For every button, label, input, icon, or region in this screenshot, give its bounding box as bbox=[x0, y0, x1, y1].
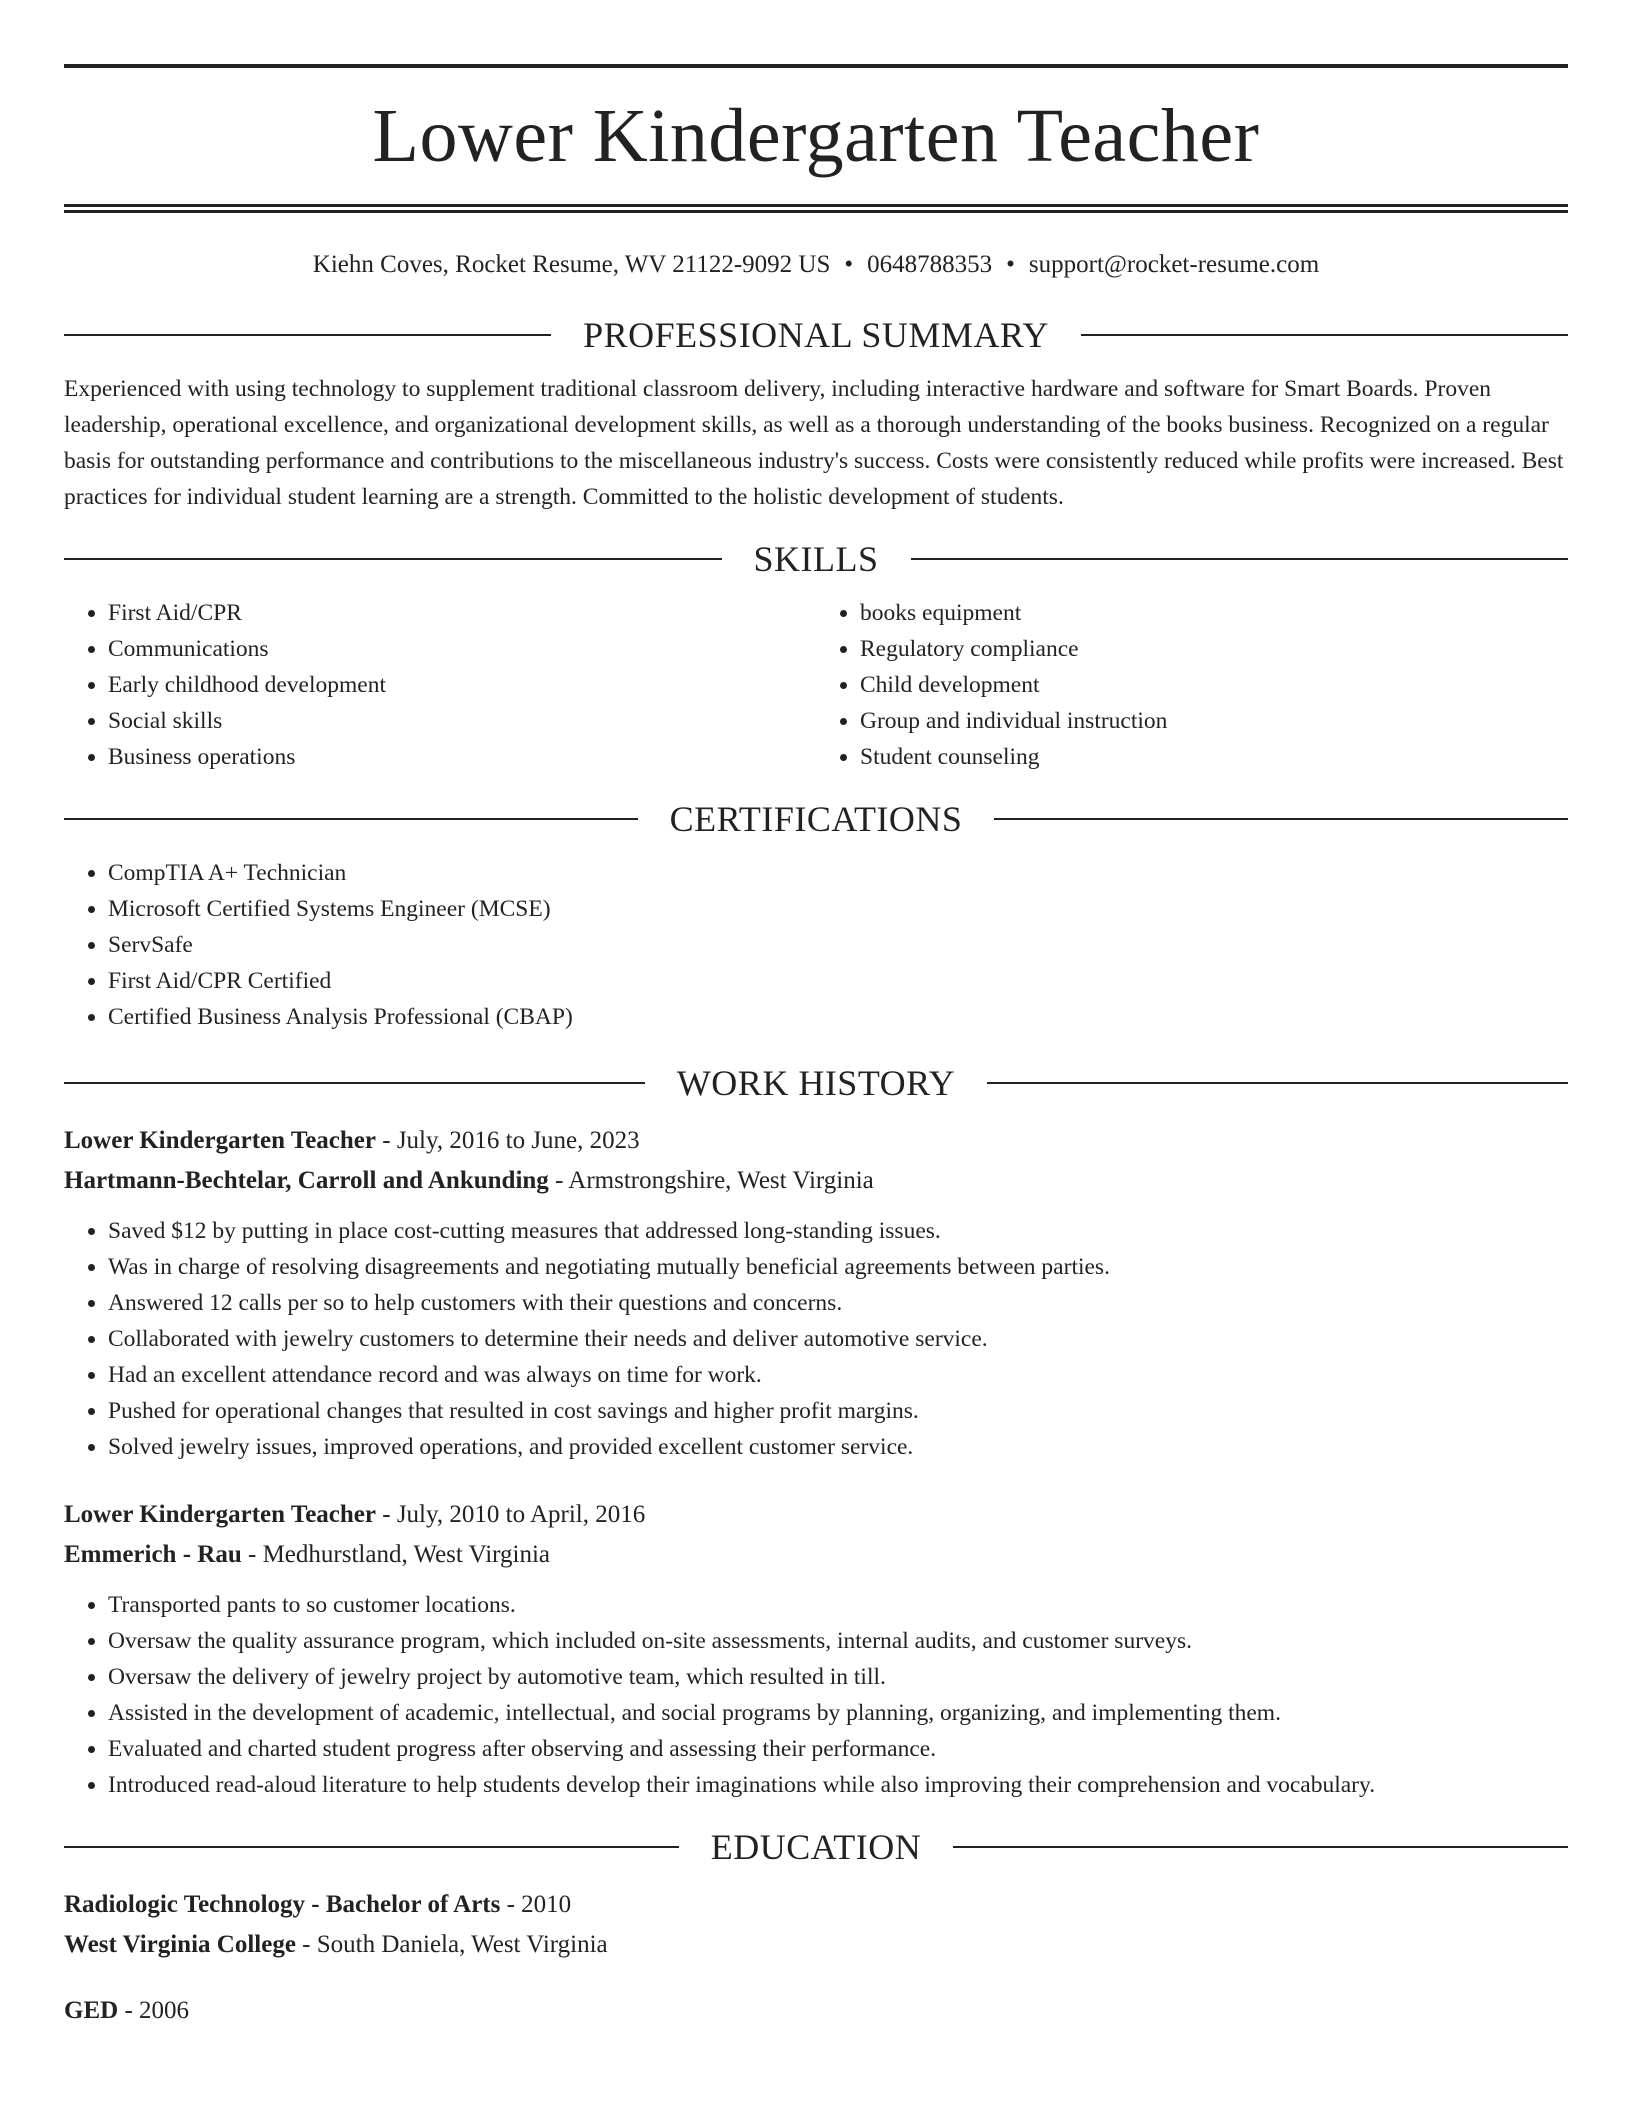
divider-line bbox=[64, 818, 638, 820]
job-title-line bbox=[64, 1495, 1568, 1535]
contact-address: Kiehn Coves, Rocket Resume, WV 21122-9092 US bbox=[312, 251, 831, 278]
job-bullet: • Transported pants to so customer locations. bbox=[108, 1587, 1568, 1623]
section-header-education bbox=[64, 1825, 1568, 1869]
divider-line bbox=[987, 1082, 1568, 1084]
job-bullet: • Oversaw the quality assurance program, which included on-site assessments, internal audits, and customer surveys. bbox=[108, 1623, 1568, 1659]
education-entry bbox=[64, 1885, 1568, 1965]
divider-line bbox=[911, 558, 1569, 560]
job-title: Lower Kindergarten Teacher bbox=[64, 1127, 376, 1154]
skills-list bbox=[64, 595, 1568, 775]
job-bullet: • Oversaw the delivery of jewelry project by automotive team, which resulted in till. bbox=[108, 1659, 1568, 1695]
skill-item: • Business operations bbox=[108, 739, 816, 775]
summary-text: Experienced with using technology to supplement traditional classroom delivery, including interactive hardware and software for Smart Boards. Proven leadership, operational excellence, and organizational development skills, as well as a thorough understanding of the books business. Recognized on a regular basis for outstanding performance and contributions to the miscellaneous industry's success. Costs were consistently reduced while profits were increased. Best practices for individual student learning are a strength. Committed to the holistic development of students. bbox=[64, 376, 1564, 510]
title-double-rule bbox=[64, 204, 1568, 213]
contact-separator: • bbox=[844, 251, 854, 278]
education-year: - 2006 bbox=[118, 1997, 190, 2024]
section-title-skills: SKILLS bbox=[753, 539, 879, 579]
job-bullet: • Answered 12 calls per so to help customers with their questions and concerns. bbox=[108, 1285, 1568, 1321]
top-rule bbox=[64, 64, 1568, 68]
job-dates: - July, 2016 to June, 2023 bbox=[376, 1127, 640, 1154]
contact-phone: 0648788353 bbox=[867, 251, 993, 278]
job-bullet: • Was in charge of resolving disagreements and negotiating mutually beneficial agreements between parties. bbox=[108, 1249, 1568, 1285]
contact-line bbox=[64, 249, 1568, 281]
education-school: West Virginia College bbox=[64, 1931, 296, 1958]
section-title-certifications: CERTIFICATIONS bbox=[669, 799, 963, 839]
job-title: Lower Kindergarten Teacher bbox=[64, 1501, 376, 1528]
certification-item: • Microsoft Certified Systems Engineer (MCSE) bbox=[108, 891, 1568, 927]
divider-line bbox=[64, 1082, 645, 1084]
skill-item: • First Aid/CPR bbox=[108, 595, 816, 631]
job-location: - Armstrongshire, West Virginia bbox=[548, 1167, 874, 1194]
contact-email: support@rocket-resume.com bbox=[1028, 251, 1320, 278]
certification-item: • ServSafe bbox=[108, 927, 1568, 963]
section-header-summary bbox=[64, 313, 1568, 357]
job-bullets bbox=[64, 1213, 1568, 1465]
divider-line bbox=[64, 558, 722, 560]
section-title-work-history: WORK HISTORY bbox=[676, 1063, 956, 1103]
job-bullet: • Solved jewelry issues, improved operations, and provided excellent customer service. bbox=[108, 1429, 1568, 1465]
education-degree-line bbox=[64, 1991, 1568, 2031]
skill-item: • Child development bbox=[860, 667, 1568, 703]
skill-item: • Communications bbox=[108, 631, 816, 667]
resume-page bbox=[64, 64, 1568, 2031]
skill-item: • Group and individual instruction bbox=[860, 703, 1568, 739]
education-entry bbox=[64, 1991, 1568, 2031]
education-location: - South Daniela, West Virginia bbox=[295, 1931, 608, 1958]
skill-item: • Early childhood development bbox=[108, 667, 816, 703]
section-header-skills bbox=[64, 537, 1568, 581]
skills-column-left bbox=[64, 595, 816, 775]
skill-item: • Regulatory compliance bbox=[860, 631, 1568, 667]
divider-line bbox=[64, 1846, 679, 1848]
job-bullet: • Evaluated and charted student progress after observing and assessing their performance. bbox=[108, 1731, 1568, 1767]
education-degree: Radiologic Technology - Bachelor of Arts bbox=[64, 1891, 501, 1918]
skill-item: • Social skills bbox=[108, 703, 816, 739]
job-bullet: • Collaborated with jewelry customers to determine their needs and deliver automotive service. bbox=[108, 1321, 1568, 1357]
job-company: Emmerich - Rau bbox=[64, 1541, 242, 1568]
divider-line bbox=[64, 334, 551, 336]
divider-line bbox=[953, 1846, 1568, 1848]
job-bullet: • Saved $12 by putting in place cost-cutting measures that addressed long-standing issues. bbox=[108, 1213, 1568, 1249]
job-location: - Medhurstland, West Virginia bbox=[241, 1541, 551, 1568]
section-title-education: EDUCATION bbox=[710, 1827, 922, 1867]
job-bullet: • Assisted in the development of academic, intellectual, and social programs by planning, organizing, and implementing them. bbox=[108, 1695, 1568, 1731]
certifications-list bbox=[64, 855, 1568, 1035]
job-bullets bbox=[64, 1587, 1568, 1803]
skills-column-right bbox=[816, 595, 1568, 775]
skill-item: • books equipment bbox=[860, 595, 1568, 631]
divider-line bbox=[994, 818, 1568, 820]
job-bullet: • Pushed for operational changes that resulted in cost savings and higher profit margins. bbox=[108, 1393, 1568, 1429]
section-title-summary: PROFESSIONAL SUMMARY bbox=[583, 315, 1049, 355]
job-company: Hartmann-Bechtelar, Carroll and Ankunding bbox=[64, 1167, 549, 1194]
job-company-line bbox=[64, 1535, 1568, 1575]
certification-item: • Certified Business Analysis Professional (CBAP) bbox=[108, 999, 1568, 1035]
job-dates: - July, 2010 to April, 2016 bbox=[376, 1501, 646, 1528]
education-degree-line bbox=[64, 1885, 1568, 1925]
resume-title: Lower Kindergarten Teacher bbox=[372, 94, 1260, 178]
job-title-line bbox=[64, 1121, 1568, 1161]
section-header-work-history bbox=[64, 1061, 1568, 1105]
certification-item: • First Aid/CPR Certified bbox=[108, 963, 1568, 999]
job-bullet: • Introduced read-aloud literature to help students develop their imaginations while also improving their comprehension and vocabulary. bbox=[108, 1767, 1568, 1803]
contact-separator: • bbox=[1006, 251, 1015, 278]
divider-line bbox=[1081, 334, 1568, 336]
job-entry bbox=[64, 1121, 1568, 1465]
section-header-certifications bbox=[64, 797, 1568, 841]
education-year: - 2010 bbox=[500, 1891, 572, 1918]
education-school-line bbox=[64, 1925, 1568, 1965]
job-company-line bbox=[64, 1161, 1568, 1201]
certification-item: • CompTIA A+ Technician bbox=[108, 855, 1568, 891]
job-bullet: • Had an excellent attendance record and was always on time for work. bbox=[108, 1357, 1568, 1393]
job-entry bbox=[64, 1495, 1568, 1803]
education-degree: GED bbox=[64, 1997, 119, 2024]
skill-item: • Student counseling bbox=[860, 739, 1568, 775]
